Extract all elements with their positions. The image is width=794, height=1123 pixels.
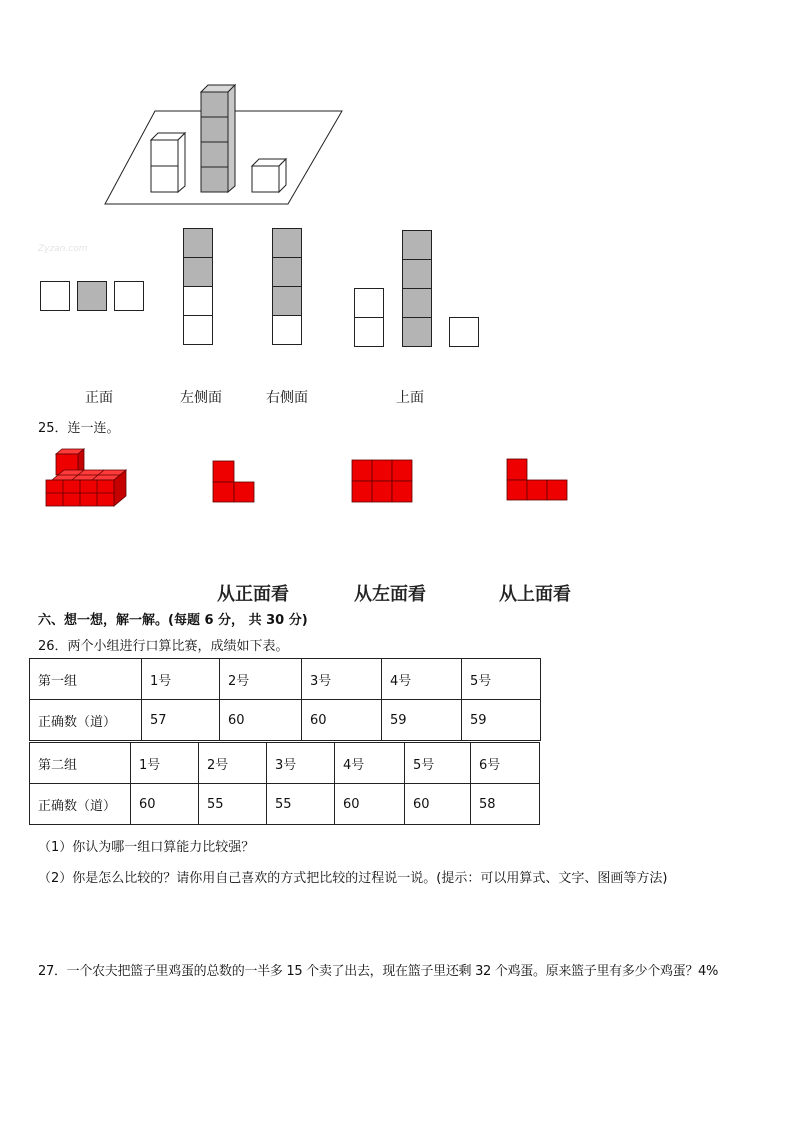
group2-name-cell: 第二组 (30, 743, 131, 784)
group1-name-cell: 第一组 (30, 659, 142, 700)
front-view-cell (40, 281, 70, 311)
right-view-cell (272, 315, 302, 345)
left-view-cell (183, 286, 213, 316)
view-label-left: 从左面看 (354, 584, 426, 605)
top-view-cell (402, 259, 432, 289)
top-view-cell (402, 288, 432, 318)
question-26-sub2: （2）你是怎么比较的？请你用自己喜欢的方式把比较的过程说一说。(提示：可以用算式、文字、图画等方法) (38, 871, 668, 886)
score-cell: 60 (131, 784, 199, 825)
group2-score-table (29, 742, 540, 825)
right-view-label: 右侧面 (266, 390, 308, 406)
table-row (30, 743, 540, 784)
score-cell: 59 (382, 700, 462, 741)
member-cell: 4号 (382, 659, 462, 700)
right-view-cell (272, 286, 302, 316)
question-25-title: 25．连一连。 (38, 421, 120, 436)
question-27-text: 27．一个农夫把篮子里鸡蛋的总数的一半多 15 个卖了出去，现在篮子里还剩 32 个鸡蛋。原来篮子里有多少个鸡蛋？4% (38, 964, 719, 979)
right-view-cell (272, 228, 302, 258)
member-cell: 2号 (199, 743, 267, 784)
member-cell: 3号 (267, 743, 335, 784)
score-cell: 58 (471, 784, 540, 825)
table-row (30, 700, 541, 741)
score-cell: 55 (199, 784, 267, 825)
score-cell: 60 (405, 784, 471, 825)
left-view-label: 左侧面 (180, 390, 222, 406)
right-view-cell (272, 257, 302, 287)
watermark-text: Zyzan.com (38, 244, 88, 254)
front-view-cell (114, 281, 144, 311)
cube-arrangement-figure (100, 80, 350, 210)
group1-row-label: 正确数（道） (30, 700, 142, 741)
red-left-view-shape (212, 460, 256, 504)
top-view-cell (354, 317, 384, 347)
member-cell: 5号 (462, 659, 541, 700)
score-cell: 55 (267, 784, 335, 825)
member-cell: 5号 (405, 743, 471, 784)
top-view-cell (354, 288, 384, 318)
score-cell: 60 (220, 700, 302, 741)
top-view-label: 上面 (396, 390, 424, 406)
member-cell: 3号 (302, 659, 382, 700)
left-view-cell (183, 228, 213, 258)
group2-row-label: 正确数（道） (30, 784, 131, 825)
table-row (30, 659, 541, 700)
red-front-view-shape (351, 459, 413, 503)
member-cell: 1号 (142, 659, 220, 700)
score-cell: 60 (335, 784, 405, 825)
left-view-cell (183, 257, 213, 287)
table-row (30, 784, 540, 825)
member-cell: 2号 (220, 659, 302, 700)
member-cell: 1号 (131, 743, 199, 784)
front-view-cell (77, 281, 107, 311)
score-cell: 59 (462, 700, 541, 741)
view-label-front: 从正面看 (217, 584, 289, 605)
left-view-cell (183, 315, 213, 345)
member-cell: 4号 (335, 743, 405, 784)
group1-score-table (29, 658, 541, 741)
top-view-cell (449, 317, 479, 347)
section-6-heading: 六、想一想，解一解。(每题 6 分， 共 30 分) (38, 613, 308, 628)
top-view-cell (402, 317, 432, 347)
view-label-top: 从上面看 (499, 584, 571, 605)
red-top-view-shape (506, 458, 568, 502)
red-block-figure (44, 448, 128, 510)
score-cell: 60 (302, 700, 382, 741)
question-26-title: 26．两个小组进行口算比赛，成绩如下表。 (38, 639, 289, 654)
question-26-sub1: （1）你认为哪一组口算能力比较强？ (38, 840, 255, 855)
score-cell: 57 (142, 700, 220, 741)
top-view-cell (402, 230, 432, 260)
front-view-label: 正面 (85, 390, 113, 406)
member-cell: 6号 (471, 743, 540, 784)
